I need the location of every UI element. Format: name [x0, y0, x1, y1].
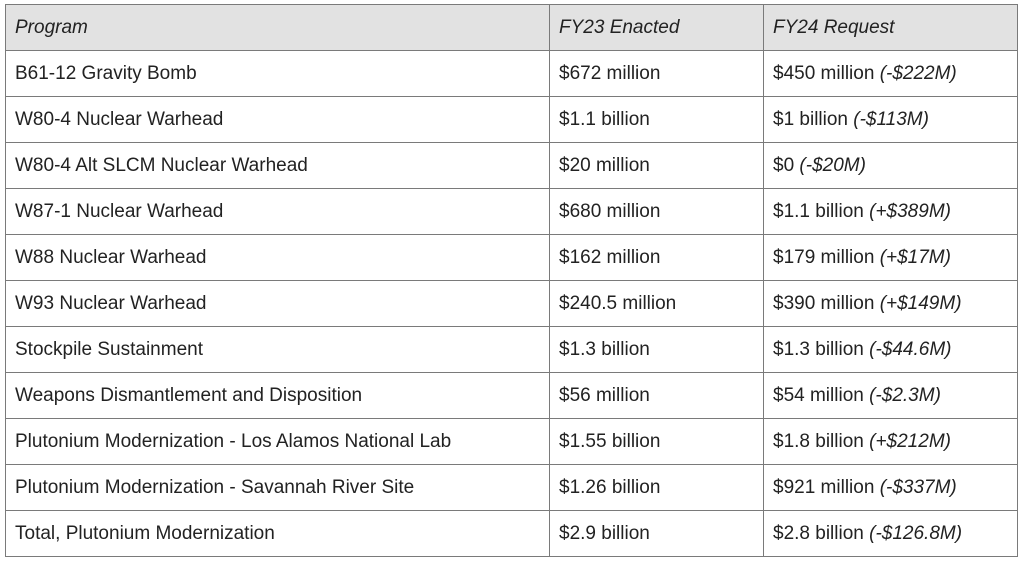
- cell-fy23-enacted: $1.1 billion: [550, 97, 764, 143]
- cell-program: Stockpile Sustainment: [6, 327, 550, 373]
- cell-fy23-enacted: $56 million: [550, 373, 764, 419]
- table-row: [6, 235, 1018, 281]
- cell-program: W80-4 Nuclear Warhead: [6, 97, 550, 143]
- fy24-change: (-$222M): [879, 62, 957, 84]
- cell-fy23-enacted: $240.5 million: [550, 281, 764, 327]
- table-row: [6, 143, 1018, 189]
- header-fy23-enacted: FY23 Enacted: [550, 5, 764, 51]
- fy24-change: (-$44.6M): [869, 338, 952, 360]
- fy24-amount: $0: [773, 154, 795, 176]
- cell-fy24-request: [764, 235, 1018, 281]
- cell-program: B61-12 Gravity Bomb: [6, 51, 550, 97]
- fy24-amount: $1.1 billion: [773, 200, 864, 222]
- cell-fy23-enacted: $1.55 billion: [550, 419, 764, 465]
- fy24-change: (-$337M): [879, 476, 957, 498]
- table-row: [6, 511, 1018, 557]
- fy24-change: (+$212M): [869, 430, 951, 452]
- fy24-amount: $54 million: [773, 384, 864, 406]
- fy24-amount: $390 million: [773, 292, 875, 314]
- fy24-amount: $450 million: [773, 62, 875, 84]
- fy24-change: (-$20M): [799, 154, 866, 176]
- cell-fy23-enacted: $2.9 billion: [550, 511, 764, 557]
- cell-program: Plutonium Modernization - Los Alamos National Lab: [6, 419, 550, 465]
- header-row: [6, 5, 1018, 51]
- cell-fy23-enacted: $162 million: [550, 235, 764, 281]
- cell-program: W87-1 Nuclear Warhead: [6, 189, 550, 235]
- cell-program: W88 Nuclear Warhead: [6, 235, 550, 281]
- cell-fy24-request: [764, 97, 1018, 143]
- cell-program: W93 Nuclear Warhead: [6, 281, 550, 327]
- header-fy24-request: FY24 Request: [764, 5, 1018, 51]
- cell-fy24-request: [764, 143, 1018, 189]
- cell-fy24-request: [764, 189, 1018, 235]
- table-row: [6, 97, 1018, 143]
- table-row: [6, 51, 1018, 97]
- cell-fy23-enacted: $680 million: [550, 189, 764, 235]
- budget-table-container: [5, 4, 1018, 557]
- cell-fy24-request: [764, 419, 1018, 465]
- cell-program: Weapons Dismantlement and Disposition: [6, 373, 550, 419]
- header-program: Program: [6, 5, 550, 51]
- budget-table: [5, 4, 1018, 557]
- cell-fy23-enacted: $1.3 billion: [550, 327, 764, 373]
- fy24-change: (+$149M): [879, 292, 962, 314]
- cell-program: Plutonium Modernization - Savannah River Site: [6, 465, 550, 511]
- table-body: [6, 51, 1018, 557]
- fy24-change: (+$17M): [879, 246, 951, 268]
- cell-fy23-enacted: $1.26 billion: [550, 465, 764, 511]
- fy24-change: (-$126.8M): [869, 522, 963, 544]
- cell-fy23-enacted: $672 million: [550, 51, 764, 97]
- table-row: [6, 465, 1018, 511]
- table-row: [6, 419, 1018, 465]
- fy24-amount: $2.8 billion: [773, 522, 864, 544]
- fy24-amount: $1.3 billion: [773, 338, 864, 360]
- fy24-amount: $179 million: [773, 246, 875, 268]
- cell-fy24-request: [764, 327, 1018, 373]
- fy24-amount: $1.8 billion: [773, 430, 864, 452]
- cell-fy24-request: [764, 281, 1018, 327]
- cell-program: Total, Plutonium Modernization: [6, 511, 550, 557]
- cell-fy24-request: [764, 51, 1018, 97]
- fy24-change: (-$113M): [853, 108, 929, 130]
- cell-fy23-enacted: $20 million: [550, 143, 764, 189]
- fy24-amount: $1 billion: [773, 108, 848, 130]
- table-row: [6, 189, 1018, 235]
- fy24-change: (-$2.3M): [869, 384, 941, 406]
- table-row: [6, 281, 1018, 327]
- table-row: [6, 373, 1018, 419]
- cell-program: W80-4 Alt SLCM Nuclear Warhead: [6, 143, 550, 189]
- fy24-amount: $921 million: [773, 476, 875, 498]
- cell-fy24-request: [764, 465, 1018, 511]
- fy24-change: (+$389M): [869, 200, 951, 222]
- cell-fy24-request: [764, 511, 1018, 557]
- table-row: [6, 327, 1018, 373]
- cell-fy24-request: [764, 373, 1018, 419]
